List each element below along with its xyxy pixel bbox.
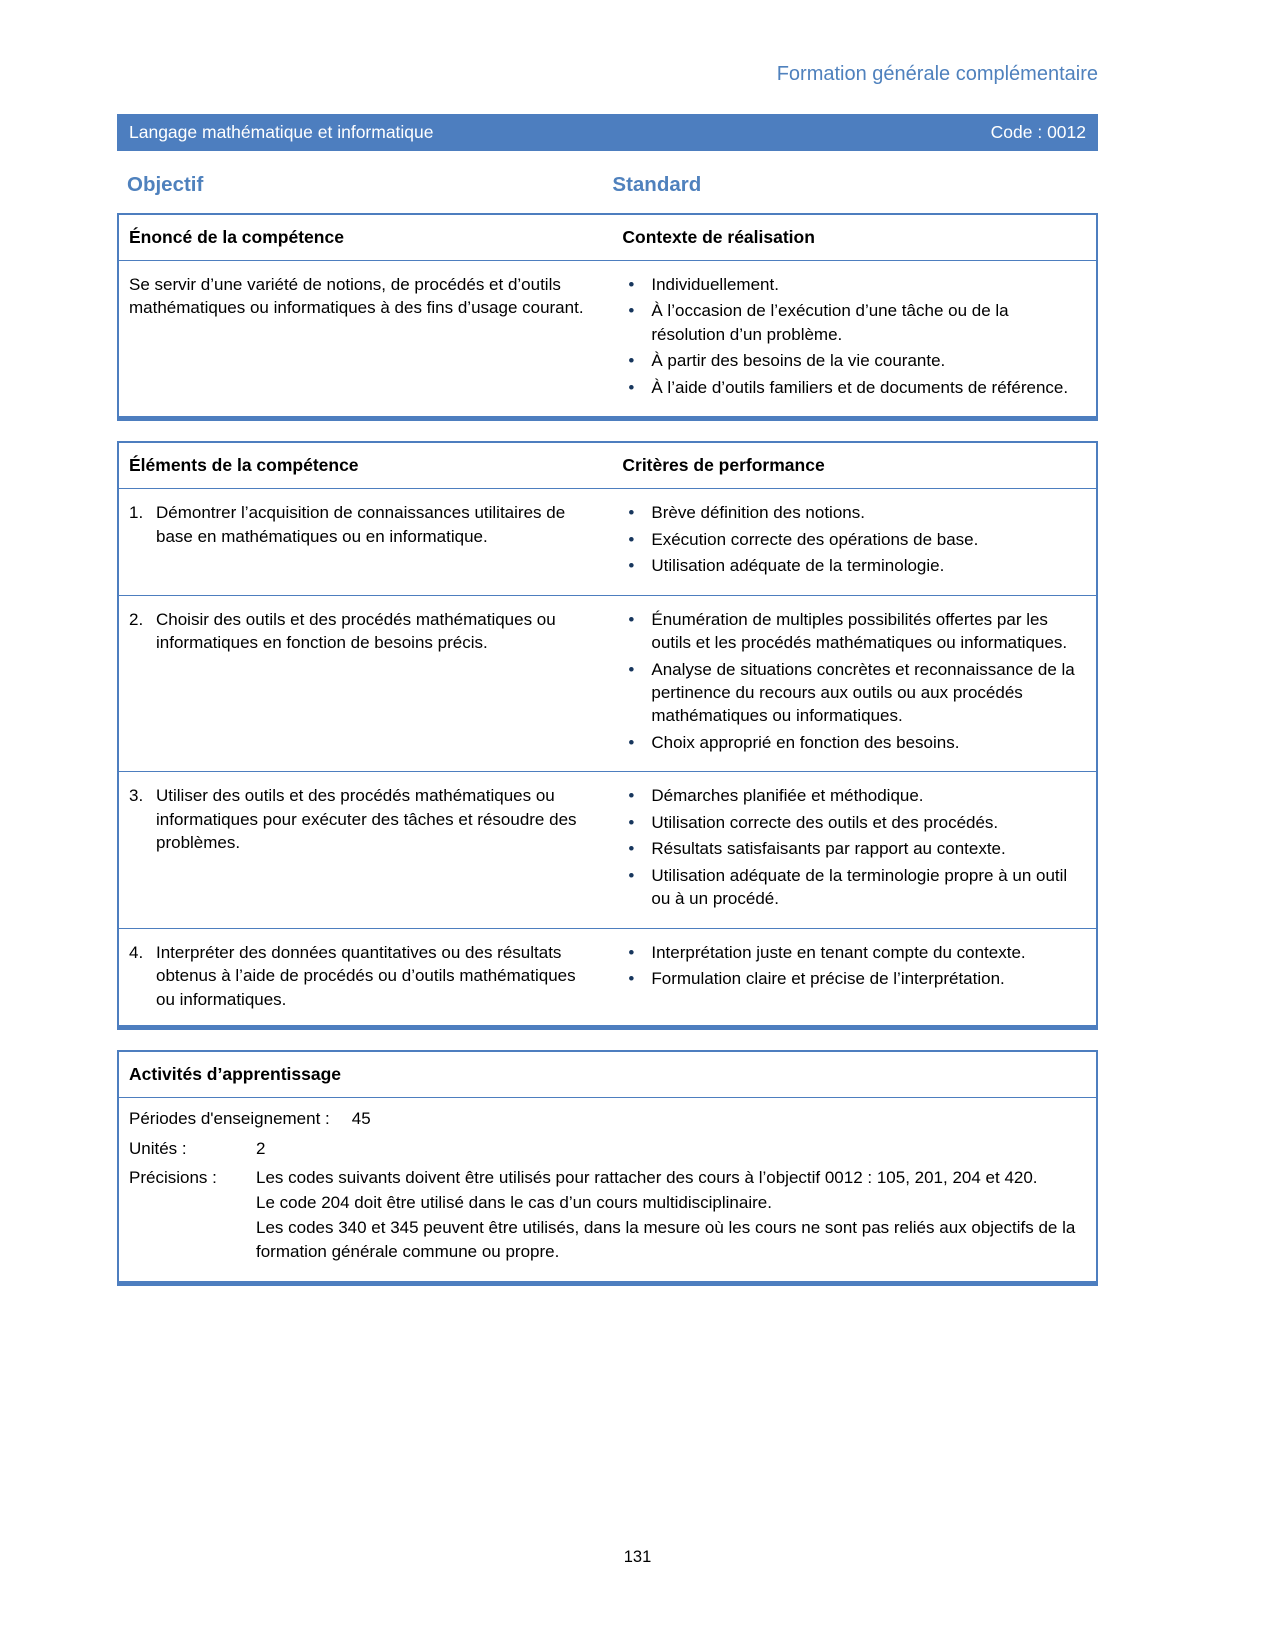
heading-objectif: Objectif xyxy=(127,173,204,196)
element-text: Choisir des outils et des procédés mathématiques ou informatiques en fonction de besoins précis. xyxy=(156,609,556,653)
criteria-bullet: • Formulation claire et précise de l’interprétation. xyxy=(622,967,1086,990)
objective-code: Code : 0012 xyxy=(990,122,1086,142)
element-number: 2. xyxy=(129,609,144,629)
table2-header-row xyxy=(119,443,1096,489)
table1-body-row xyxy=(119,261,1096,416)
criteria-bullet: • Exécution correcte des opérations de base. xyxy=(622,528,1086,551)
element-text: Démontrer l’acquisition de connaissances utilitaires de base en mathématiques ou en informatique. xyxy=(156,503,566,546)
criteria-bullet: • Interprétation juste en tenant compte du contexte. xyxy=(622,941,1086,964)
table2-left-header: Éléments de la compétence xyxy=(129,455,359,476)
teaching-periods-value: 45 xyxy=(351,1108,371,1128)
precisions-paragraph: Le code 204 doit être utilisé dans le cas d’un cours multidisciplinaire. xyxy=(256,1192,772,1212)
heading-standard: Standard xyxy=(612,173,702,196)
element-text: Interpréter des données quantitatives ou des résultats obtenus à l’aide de procédés ou d’outils mathématiques ou informatiques. xyxy=(156,942,576,1009)
criteria-bullet: • Analyse de situations concrètes et reconnaissance de la pertinence du recours aux outils ou aux procédés mathématiques ou informatiques. xyxy=(622,658,1086,728)
precisions-row xyxy=(129,1166,1086,1265)
context-bullet: • Individuellement. xyxy=(622,273,1086,296)
units-value: 2 xyxy=(256,1138,266,1158)
element-number: 4. xyxy=(129,942,144,962)
precisions-paragraph: Les codes suivants doivent être utilisés pour rattacher des cours à l’objectif 0012 : 105, 201, 204 et 420. xyxy=(256,1168,1038,1188)
activities-header: Activités d’apprentissage xyxy=(119,1052,1096,1098)
page-number: 131 xyxy=(623,1548,652,1566)
criteria-bullet: • Démarches planifiée et méthodique. xyxy=(622,784,1086,807)
table-row xyxy=(119,928,1096,1025)
precisions-label: Précisions : xyxy=(129,1168,217,1188)
teaching-periods-label: Périodes d'enseignement : xyxy=(129,1108,330,1128)
precisions-text xyxy=(256,1166,1086,1265)
table-row xyxy=(119,489,1096,594)
precisions-paragraph: Les codes 340 et 345 peuvent être utilisés, dans la mesure où les cours ne sont pas reliés aux objectifs de la formation générale commune ou propre. xyxy=(256,1217,1076,1262)
context-bullet: • À l’occasion de l’exécution d’une tâche ou de la résolution d’un problème. xyxy=(622,299,1086,346)
table-row xyxy=(119,595,1096,772)
element-number: 3. xyxy=(129,786,144,806)
table2-right-header: Critères de performance xyxy=(622,455,825,476)
context-bullet: • À l’aide d’outils familiers et de documents de référence. xyxy=(622,376,1086,399)
criteria-bullet: • Brève définition des notions. xyxy=(622,501,1086,524)
realisation-context-list xyxy=(612,261,1096,416)
units-label: Unités : xyxy=(129,1138,187,1158)
table-row xyxy=(119,771,1096,927)
criteria-bullet: • Utilisation adéquate de la terminologie. xyxy=(622,554,1086,577)
teaching-periods-row xyxy=(129,1107,1086,1132)
objective-title: Langage mathématique et informatique xyxy=(129,122,434,142)
context-bullet: • À partir des besoins de la vie courante. xyxy=(622,349,1086,372)
criteria-bullet: • Utilisation correcte des outils et des procédés. xyxy=(622,811,1086,834)
element-number: 1. xyxy=(129,503,144,523)
competence-statement-table xyxy=(117,213,1098,421)
table1-header-row xyxy=(119,215,1096,261)
table1-right-header: Contexte de réalisation xyxy=(622,227,815,247)
criteria-bullet: • Utilisation adéquate de la terminologie propre à un outil ou à un procédé. xyxy=(622,864,1086,911)
objective-title-bar xyxy=(117,114,1098,151)
competence-elements-table xyxy=(117,441,1098,1030)
activities-body xyxy=(119,1098,1096,1281)
criteria-bullet: • Énumération de multiples possibilités offertes par les outils et les procédés mathématiques ou informatiques. xyxy=(622,608,1086,655)
page-content xyxy=(117,0,1098,1286)
competence-statement-text: Se servir d’une variété de notions, de procédés et d’outils mathématiques ou informatiques à des fins d’usage courant. xyxy=(129,275,584,318)
running-header: Formation générale complémentaire xyxy=(776,63,1098,85)
criteria-bullet: • Choix approprié en fonction des besoins. xyxy=(622,731,1086,754)
section-headings xyxy=(117,173,1098,197)
units-row xyxy=(129,1137,1086,1162)
learning-activities-table xyxy=(117,1050,1098,1286)
element-text: Utiliser des outils et des procédés mathématiques ou informatiques pour exécuter des tâches et résoudre des problèmes. xyxy=(156,786,577,853)
criteria-bullet: • Résultats satisfaisants par rapport au contexte. xyxy=(622,837,1086,860)
table1-left-header: Énoncé de la compétence xyxy=(129,227,344,247)
